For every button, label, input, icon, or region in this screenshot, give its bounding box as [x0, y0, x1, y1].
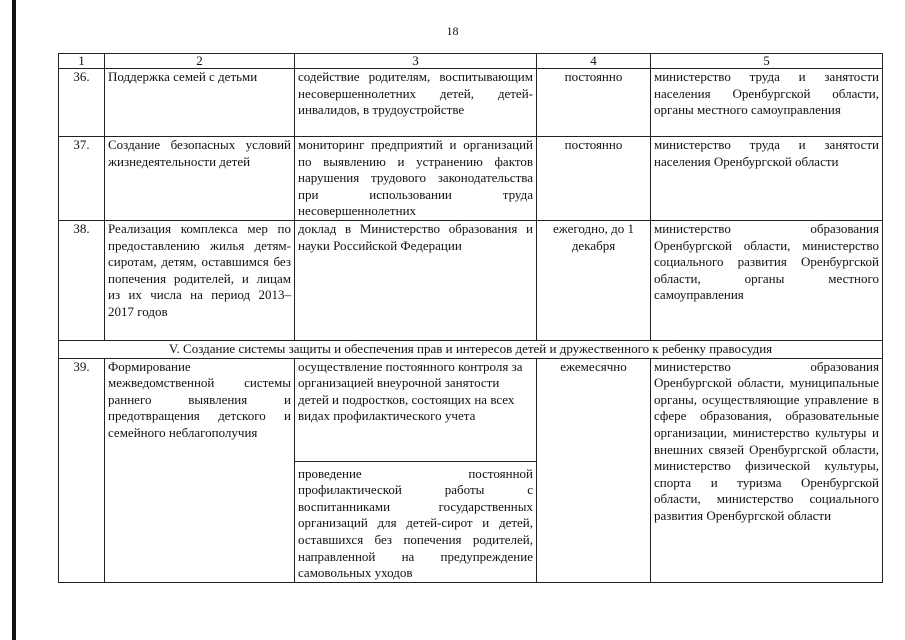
table-row — [59, 69, 883, 137]
responsible-cell: министерство труда и занятости населения Оренбургской области, органы местного самоуправления — [651, 69, 883, 137]
deadline-cell: постоянно — [537, 69, 651, 137]
column-header: 1 — [59, 54, 105, 69]
measure-cell: Формирование межведомственной системы раннего выявления и предотвращения детского и семейного неблагополучия — [105, 358, 295, 582]
table-row — [59, 137, 883, 221]
section-heading-row — [59, 341, 883, 359]
deadline-cell: ежемесячно — [537, 358, 651, 582]
page-number: 18 — [446, 24, 459, 38]
column-header: 2 — [105, 54, 295, 69]
content-cell — [295, 358, 537, 582]
deadline-cell: ежегодно, до 1 декабря — [537, 221, 651, 341]
measures-table — [58, 53, 883, 583]
row-number: 39. — [59, 358, 105, 582]
measure-cell: Реализация комплекса мер по предоставлению жилья детям-сиротам, детям, оставшимся без попечения родителей, и лицам из их числа на период 2013–2017 годов — [105, 221, 295, 341]
binding-edge-bar — [12, 0, 16, 640]
measure-cell: Поддержка семей с детьми — [105, 69, 295, 137]
section-heading: V. Создание системы защиты и обеспечения прав и интересов детей и дружественного к ребенку правосудия — [59, 341, 883, 359]
responsible-cell: министерство труда и занятости населения Оренбургской области — [651, 137, 883, 221]
column-header: 3 — [295, 54, 537, 69]
content-cell: мониторинг предприятий и организаций по выявлению и устранению фактов нарушения трудового законодательства при использовании труда несовершеннолетних — [295, 137, 537, 221]
content-cell: доклад в Министерство образования и науки Российской Федерации — [295, 221, 537, 341]
deadline-cell: постоянно — [537, 137, 651, 221]
column-header: 5 — [651, 54, 883, 69]
content-item: проведение постоянной профилактической работы с воспитанниками государственных организаций для детей-сирот и детей, оставшихся без попечения родителей, направленной на предупреждение самовольных уходов — [298, 465, 533, 581]
row-number: 38. — [59, 221, 105, 341]
table-header-row — [59, 54, 883, 69]
content-item: осуществление постоянного контроля за организацией внеурочной занятости детей и подростков, состоящих на всех видах профилактического учета — [295, 359, 536, 462]
responsible-cell: министерство образования Оренбургской области, муниципальные органы, осуществляющие управление в сфере образования, образовательные организации, министерство культуры и внешних связей Оренбургской области, министерство физической культуры, спорта и туризма Оренбургской области, министерство социального развития Оренбургской области — [651, 358, 883, 582]
row-number: 37. — [59, 137, 105, 221]
content-cell: содействие родителям, воспитывающим несовершеннолетних детей, детей-инвалидов, в трудоустройстве — [295, 69, 537, 137]
table-row — [59, 221, 883, 341]
column-header: 4 — [537, 54, 651, 69]
row-number: 36. — [59, 69, 105, 137]
measure-cell: Создание безопасных условий жизнедеятельности детей — [105, 137, 295, 221]
responsible-cell: министерство образования Оренбургской области, министерство социального развития Оренбургской области, органы местного самоуправления — [651, 221, 883, 341]
table-row — [59, 358, 883, 582]
